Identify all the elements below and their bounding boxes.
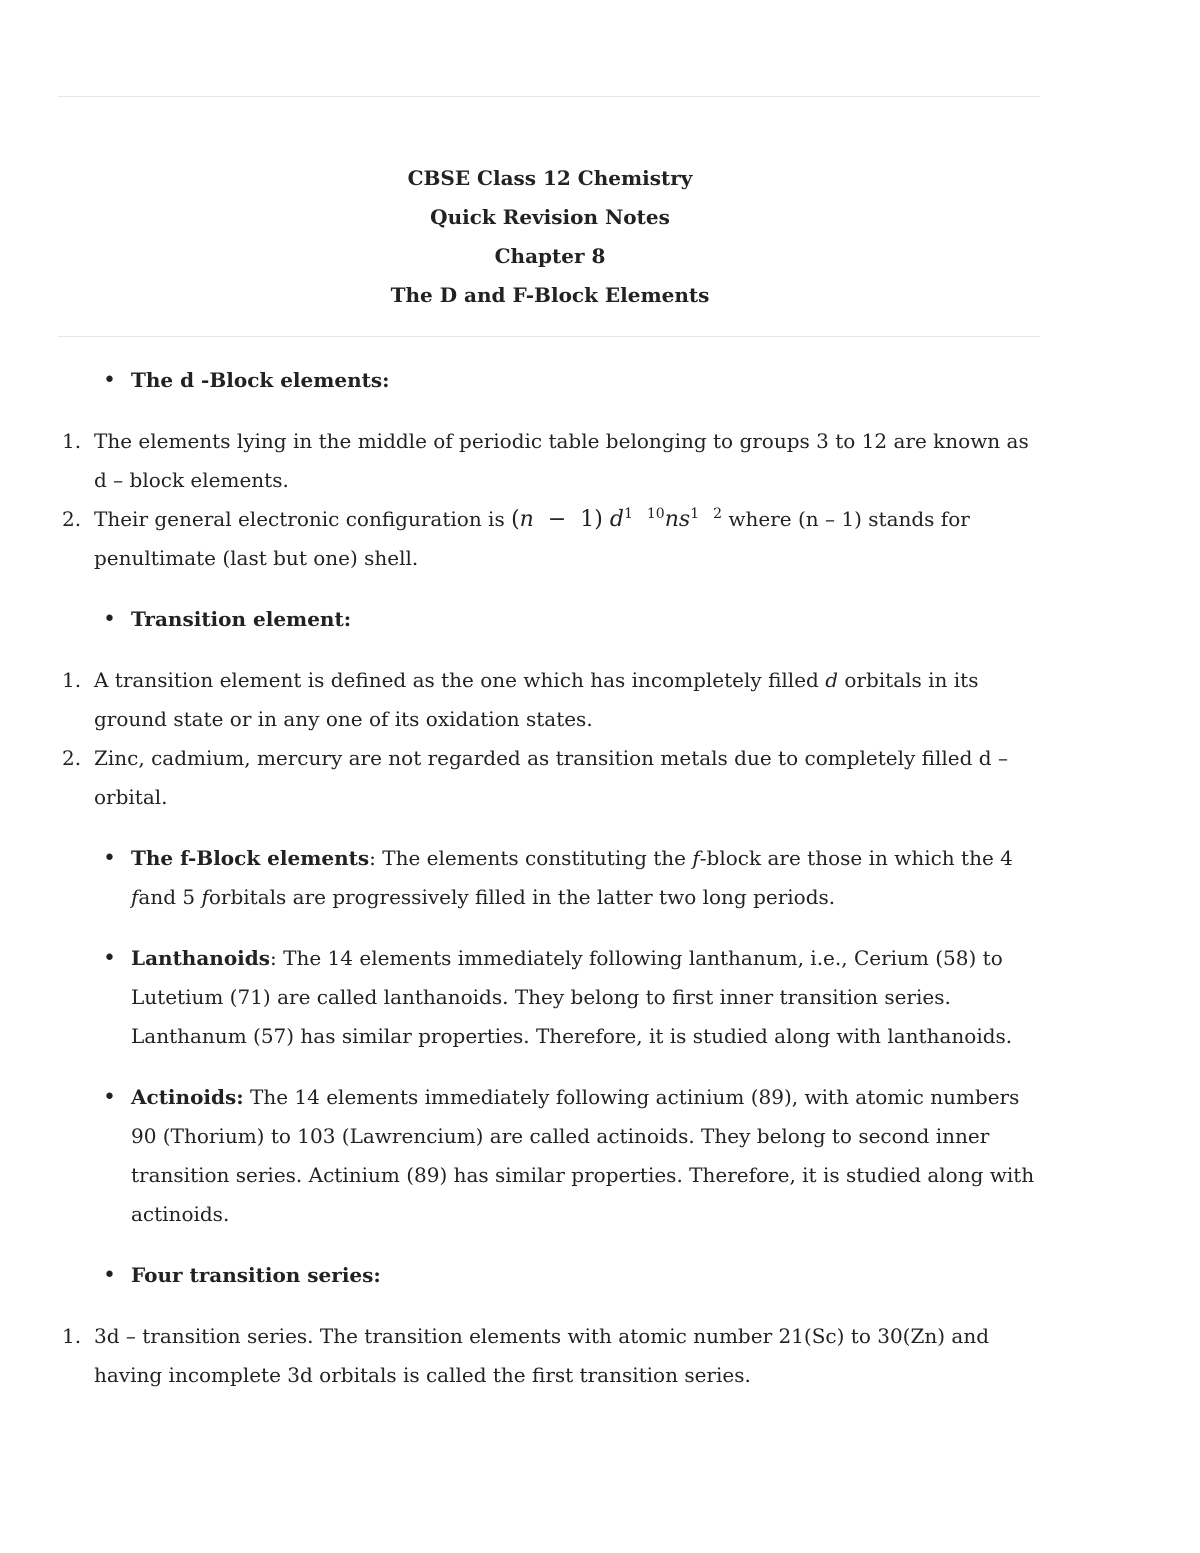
list-text: 3d – transition series. The transition elements with atomic number 21(Sc) to 30(Zn) and having incomplete 3d orbitals is called the first transition series.	[94, 1324, 990, 1387]
fblock-italic-f-3: f	[201, 885, 209, 909]
actinoids-bullet	[58, 1078, 1040, 1234]
bullet-item	[131, 1256, 1040, 1295]
electronic-configuration-formula	[511, 507, 722, 532]
top-divider	[58, 96, 1040, 97]
formula-one-close: 1)	[580, 507, 603, 532]
fblock-label: The f-Block elements	[131, 846, 370, 870]
formula-d-sup-2: 10	[646, 506, 665, 522]
lanthanoids-colon: :	[270, 946, 277, 970]
header-chapter: Chapter 8	[494, 244, 606, 268]
list-number: 2.	[62, 507, 82, 531]
list-item	[62, 739, 1040, 817]
list-text-pre: Their general electronic configuration is	[94, 507, 512, 531]
fblock-text-1: The elements constituting the	[375, 846, 693, 870]
list-number: 1.	[62, 1324, 82, 1348]
formula-d: d	[609, 507, 624, 532]
fblock-colon: :	[369, 846, 376, 870]
fblock-italic-f-1: f	[692, 846, 700, 870]
bullet-item	[131, 600, 1040, 639]
list-number: 2.	[62, 746, 82, 770]
list-number: 1.	[62, 429, 82, 453]
list-text: Zinc, cadmium, mercury are not regarded as transition metals due to completely filled d – orbital.	[94, 746, 1008, 809]
list-item	[62, 422, 1040, 500]
notes-body	[58, 361, 1040, 1417]
dblock-list	[58, 422, 1040, 578]
header-course: CBSE Class 12 Chemistry	[407, 166, 693, 190]
list-text-post: orbitals in its ground state or in any one of its oxidation states.	[94, 668, 979, 731]
actinoids-text: The 14 elements immediately following actinium (89), with atomic numbers 90 (Thorium) to 103 (Lawrencium) are called actinoids. They belong to second inner transition series. Actinium (89) has similar properties. Therefore, it is studied along with actinoids.	[131, 1085, 1035, 1226]
formula-ns-sup-1: 1	[690, 506, 700, 522]
transition-heading: Transition element:	[131, 607, 352, 631]
bullet-item	[131, 939, 1040, 1056]
list-text-pre: A transition element is defined as the one which has incompletely filled	[94, 668, 826, 692]
list-number: 1.	[62, 668, 82, 692]
formula-minus: −	[547, 507, 567, 532]
list-text: The elements lying in the middle of periodic table belonging to groups 3 to 12 are known as d – block elements.	[94, 429, 1029, 492]
list-item	[62, 661, 1040, 739]
formula-ns-sup-2: 2	[713, 506, 723, 522]
list-item	[62, 1317, 1040, 1395]
document-header	[0, 159, 1100, 315]
transition-list	[58, 661, 1040, 817]
lanthanoids-bullet	[58, 939, 1040, 1056]
transition-bullet	[58, 600, 1040, 639]
formula-n: n	[519, 507, 534, 532]
bullet-item	[131, 361, 1040, 400]
formula-open-paren: (	[511, 507, 520, 532]
series-heading: Four transition series:	[131, 1263, 381, 1287]
list-text-post: where (n – 1) stands for penultimate (last but one) shell.	[94, 507, 970, 570]
header-chapter-title: The D and F-Block Elements	[390, 283, 710, 307]
lanthanoids-text: The 14 elements immediately following lanthanum, i.e., Cerium (58) to Lutetium (71) are called lanthanoids. They belong to first inner transition series. Lanthanum (57) has similar properties. Therefore, it is studied along with lanthanoids.	[131, 946, 1013, 1048]
fblock-text-2: -block are those in which the 4	[699, 846, 1013, 870]
formula-ns: ns	[664, 507, 691, 532]
fblock-text-3: and 5	[138, 885, 202, 909]
lanthanoids-label: Lanthanoids	[131, 946, 271, 970]
bullet-item	[131, 839, 1040, 917]
formula-d-sup-1: 1	[623, 506, 633, 522]
fblock-text-4: orbitals are progressively filled in the latter two long periods.	[208, 885, 836, 909]
fblock-bullet	[58, 839, 1040, 917]
list-text-italic: d	[825, 668, 839, 692]
header-divider	[58, 336, 1040, 337]
list-item	[62, 500, 1040, 578]
series-bullet	[58, 1256, 1040, 1295]
dblock-bullet	[58, 361, 1040, 400]
series-list	[58, 1317, 1040, 1395]
header-subtitle: Quick Revision Notes	[430, 205, 670, 229]
dblock-heading: The d -Block elements:	[131, 368, 390, 392]
bullet-item	[131, 1078, 1040, 1234]
fblock-italic-f-2: f	[131, 885, 139, 909]
actinoids-label: Actinoids:	[131, 1085, 244, 1109]
